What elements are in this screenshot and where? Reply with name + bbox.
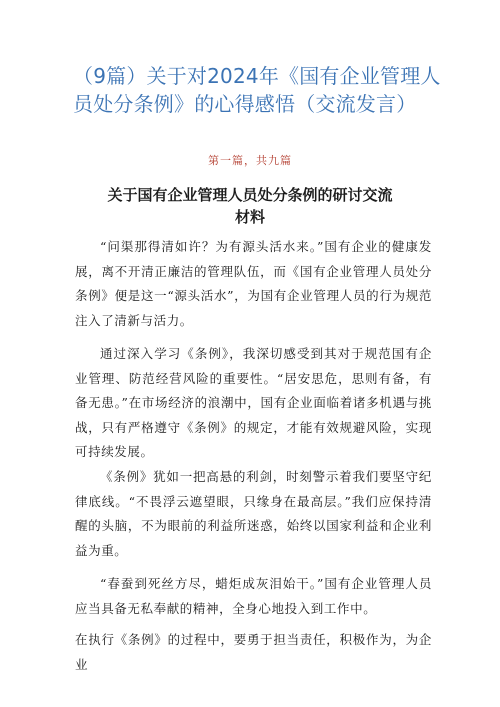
paragraph-2: 通过深入学习《条例》，我深切感受到其对于规范国有企业管理、防范经营风险的重要性。“居安思危，思则有备，有备无患。”在市场经济的浪潮中，国有企业面临着诸多机遇与挑战，只有严格遵守《条例》的规定，才能有效规避风险，实现可持续发展。	[75, 346, 432, 459]
paragraph-5: 在执行《条例》的过程中，要勇于担当责任，积极作为，为企业	[75, 632, 432, 672]
paragraph-3: 《条例》犹如一把高悬的利剑，时刻警示着我们要坚守纪律底线。“不畏浮云遮望眼，只缘身在最高层。”我们应保持清醒的头脑，不为眼前的利益所迷惑，始终以国家利益和企业利益为重。	[75, 469, 432, 558]
paragraph-1: “问渠那得清如许？为有源头活水来。”国有企业的健康发展，离不开清正廉洁的管理队伍，而《国有企业管理人员处分条例》便是这一“源头活水”，为国有企业管理人员的行为规范注入了清新与活力。	[75, 239, 432, 328]
paragraph-4: “春蚕到死丝方尽，蜡炬成灰泪始干。”国有企业管理人员应当具备无私奉献的精神，全身心地投入到工作中。	[75, 576, 432, 616]
document-title: （9篇）关于对2024年《国有企业管理人员处分条例》的心得感悟（交流发言）	[73, 64, 441, 116]
section-label: 第一篇，共九篇	[208, 154, 292, 167]
section-title: 关于国有企业管理人员处分条例的研讨交流材料	[107, 186, 393, 226]
